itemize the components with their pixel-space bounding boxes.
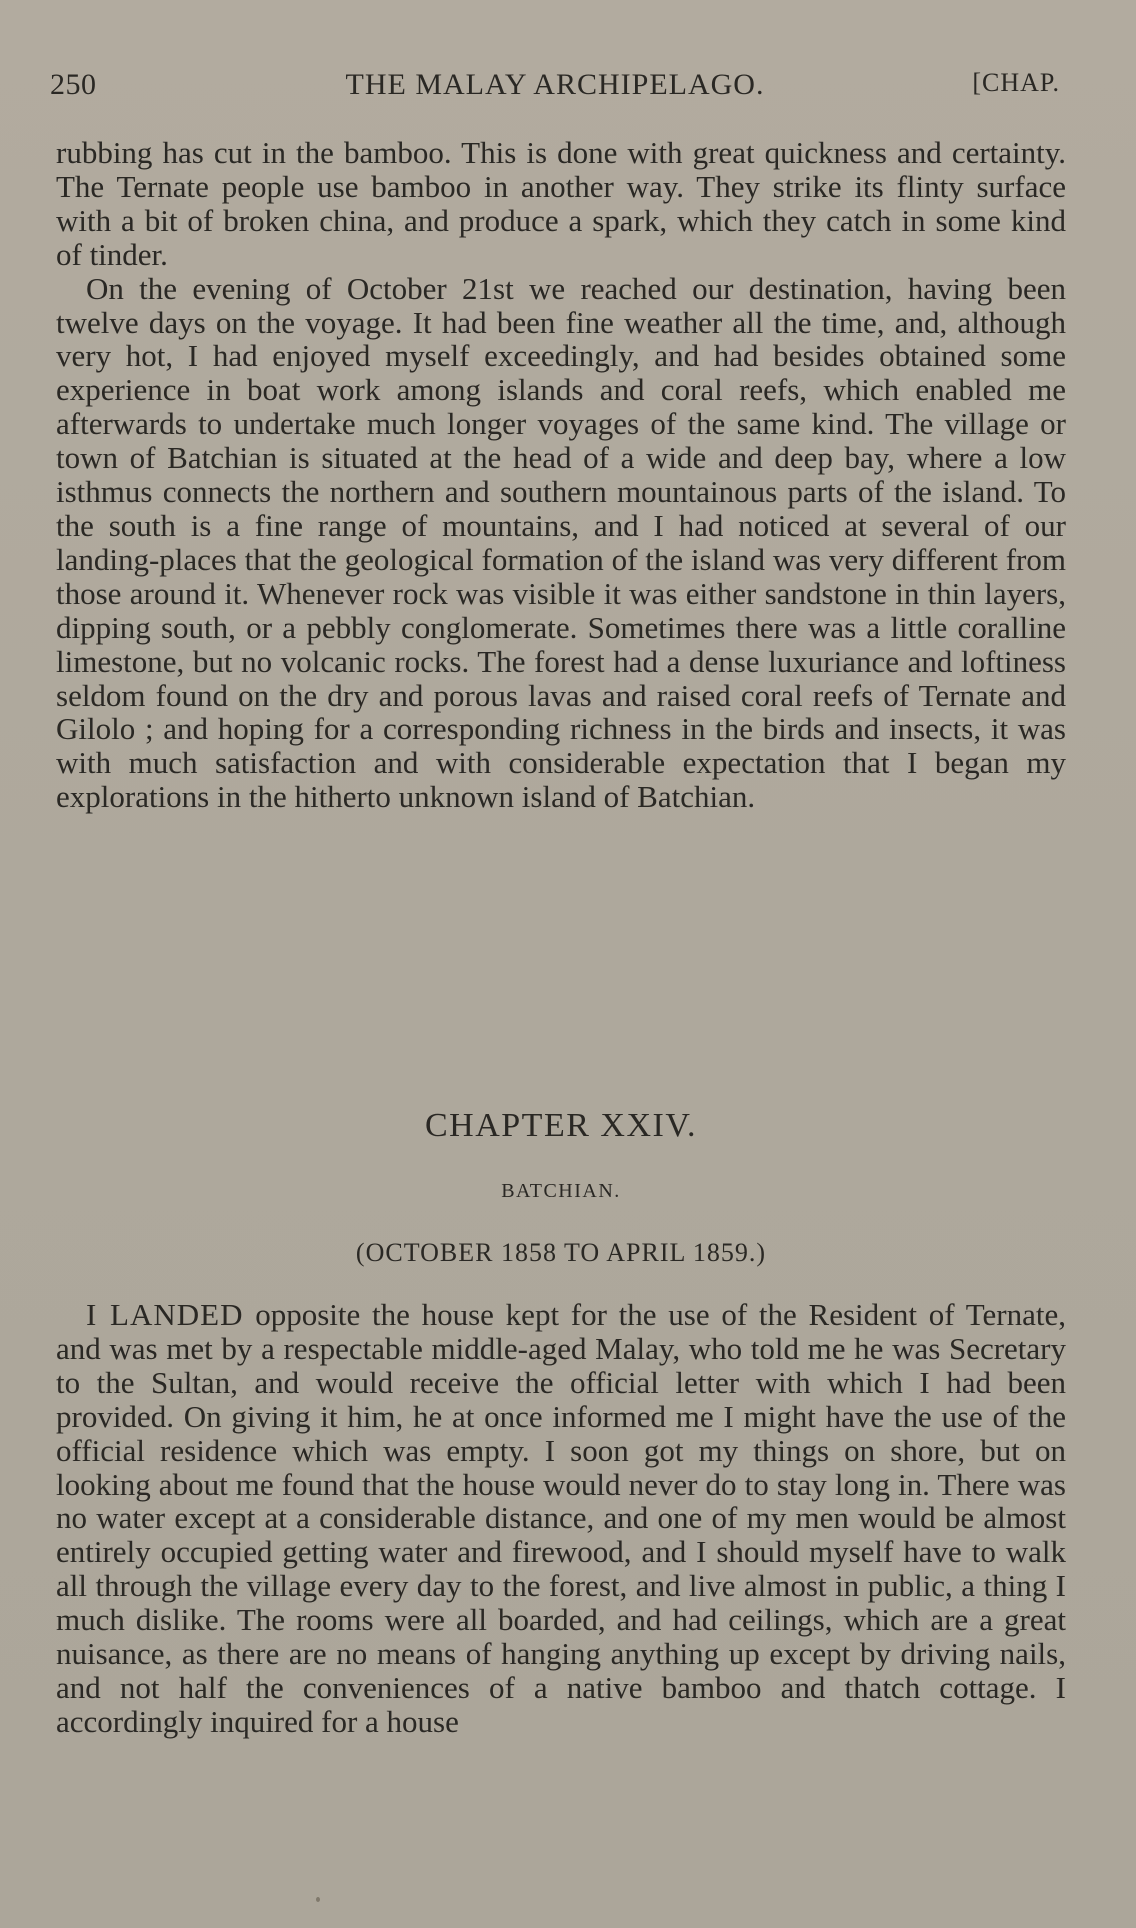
- running-head: [50, 68, 1060, 108]
- chapter-mark: [CHAP.: [972, 68, 1060, 97]
- chapter-heading: CHAPTER XXIV.: [424, 1107, 697, 1144]
- book-title: THE MALAY ARCHIPELAGO.: [345, 68, 765, 101]
- paragraph-continued: rubbing has cut in the bamboo. This is done with great quickness and certainty. The Ternate people use bamboo in another way. They strike its flinty surface with a bit of broken china, and produce a spark, which they catch in some kind of tinder.: [56, 135, 1066, 272]
- page-number: 250: [50, 68, 97, 101]
- paragraph: On the evening of October 21st we reached our destination, having been twelve days on the voyage. It had been fine weather all the time, and, although very hot, I had enjoyed myself exceedingly, and had besides obtained some experience in boat work among islands and coral reefs, which enabled me afterwards to undertake much longer voyages of the same kind. The village or town of Batchian is situated at the head of a wide and deep bay, where a low isthmus connects the northern and southern mountainous parts of the island. To the south is a fine range of mountains, and I had noticed at several of our landing-places that the geological formation of the island was very different from those around it. Whenever rock was visible it was either sandstone in thin layers, dipping south, or a pebbly conglomerate. Sometimes there was a little coralline limestone, but no volcanic rocks. The forest had a dense luxuriance and loftiness seldom found on the dry and porous lavas and raised coral reefs of Ternate and Gilolo ; and hoping for a corresponding richness in the birds and insects, it was with much satisfaction and with considerable expectation that I began my explorations in the hitherto unknown island of Batchian.: [56, 270, 1066, 815]
- paragraph-body: opposite the house kept for the use of the Resident of Ternate, and was met by a respectable middle-aged Malay, who told me he was Secretary to the Sultan, and would receive the official letter with which I had been provided. On giving it him, he at once informed me I might have the use of the official residence which was empty. I soon got my things on shore, but on looking about me found that the house would never do to stay long in. There was no water except at a considerable distance, and one of my men would be almost entirely occupied getting water and firewood, and I should myself have to walk all through the village every day to the forest, and live almost in public, a thing I much dislike. The rooms were all boarded, and had ceilings, which are a great nuisance, as there are no means of hanging anything up except by driving nails, and not half the conveniences of a native bamboo and thatch cottage. I accordingly inquired for a house: [56, 1297, 1066, 1739]
- chapter-dates: (OCTOBER 1858 TO APRIL 1859.): [355, 1238, 767, 1267]
- text-block-bottom: [56, 1298, 1066, 1739]
- opening-word: I LANDED: [86, 1297, 244, 1332]
- chapter-subject: BATCHIAN.: [501, 1180, 621, 1202]
- text-block-top: [56, 136, 1066, 814]
- chapter-opening-paragraph: [56, 1298, 1066, 1739]
- paper-speck: [316, 1897, 320, 1902]
